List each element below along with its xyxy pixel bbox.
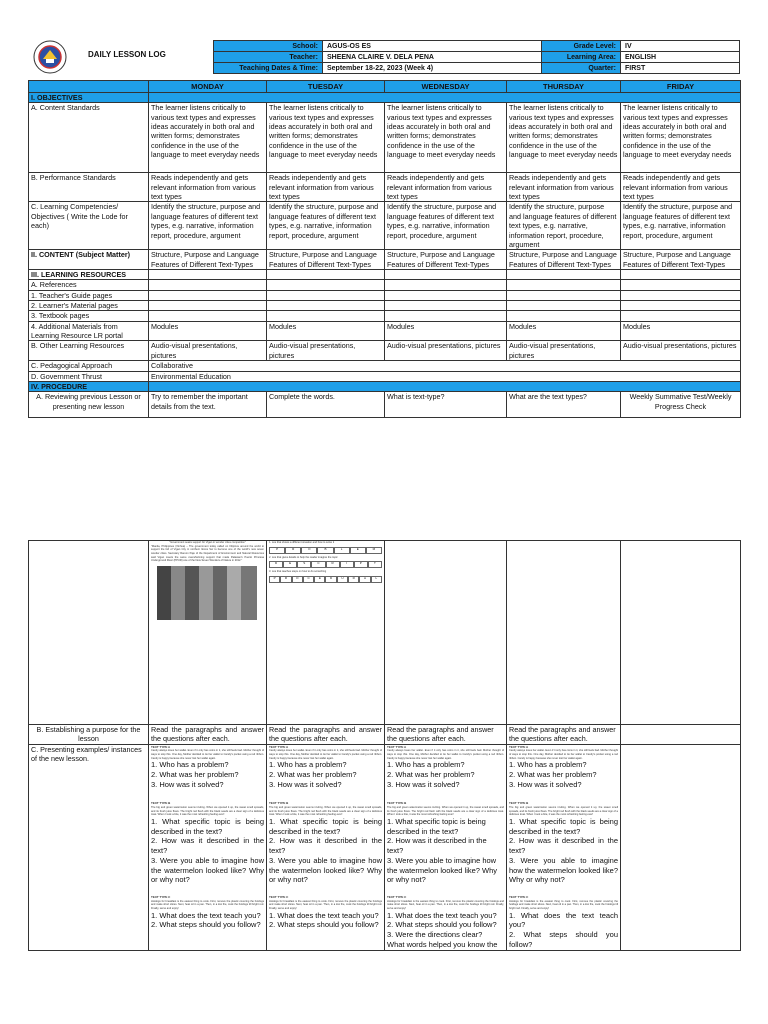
cell: The learner listens critically to various text types and expresses ideas accurately in both oral and written forms; demonstrates confidence in the use of the language to meet everyday needs — [507, 103, 621, 173]
row-label: A. Reviewing previous Lesson or presenting new lesson — [29, 392, 149, 418]
days-header-row — [29, 81, 741, 93]
quarter-label: Quarter: — [542, 63, 621, 74]
materials-row — [29, 541, 741, 725]
lm-pages-label: 2. Learner's Material pages — [29, 301, 149, 311]
cell: Weekly Summative Test/Weekly Progress Check — [621, 392, 741, 418]
cell: Modules — [385, 321, 507, 341]
objectives-heading: I. OBJECTIVES — [29, 93, 149, 103]
presenting-cell-tuesday: TEXT TYPE A Candy always loses her wallet. Even if it only has coins in it, she still feels bad. Mother thought of ways to stop this. One day, Mother decided to tie her wallet to Candy's pocket using a red ribbon. Candy is happy because she never lost her wallet again. 1. Who has a problem? 2. What was her problem? 3. How was it solved? TEXT TYPE B The big and green watermelon seems inviting. When we opened it up, the sweet smell spreads, and its fresh juice flows. The bright red flesh with the black seeds are a clear sign of a delicious treat. When I took a bite, it was the most refreshing feeling ever! 1. What specific topic is being described in the text? 2. How was it described in the text? 3. Were you able to imagine how the watermelon looked like? Why or why not? TEXT TYPE C Hotdogs for breakfast is the easiest thing to cook. First, remove the plastic covering the hotdogs and make short slices. Next, heat oil in a pan. Then, in a low fire, cook the hotdogs till bright red. Finally, serve and enjoy! 1. What does the text teach you? 2. What steps should you follow? — [267, 744, 385, 950]
grade-value: IV — [621, 41, 740, 52]
grade-label: Grade Level: — [542, 41, 621, 52]
teacher-value: SHEENA CLAIRE V. DELA PENA — [323, 52, 542, 63]
cell: Identify the structure, purpose and language features of different text types, e.g. narrative, information report, procedure, argument — [267, 202, 385, 250]
lesson-log-page-2 — [28, 540, 740, 951]
additional-materials-row — [29, 321, 741, 341]
cell: Collaborative — [149, 361, 741, 371]
performance-standards-row — [29, 173, 741, 202]
cell: Audio-visual presentations, pictures — [385, 341, 507, 361]
blank-label — [29, 541, 149, 725]
area-value: ENGLISH — [621, 52, 740, 63]
row-label: 4. Additional Materials from Learning Resource LR portal — [29, 321, 149, 341]
cell: Environmental Education — [149, 371, 741, 381]
competencies-row — [29, 202, 741, 250]
day-monday: MONDAY — [149, 81, 267, 93]
tg-pages-label: 1. Teacher's Guide pages — [29, 290, 149, 300]
cell: Structure, Purpose and Language Features of Different Text-Types — [385, 250, 507, 270]
cell: The learner listens critically to various text types and expresses ideas accurately in both oral and written forms; demonstrates confidence in the use of the language to meet everyday needs — [385, 103, 507, 173]
cell: Reads independently and gets relevant information from various text types — [267, 173, 385, 202]
cell: The learner listens critically to various text types and expresses ideas accurately in both oral and written forms; demonstrates confidence in the use of the language to meet everyday needs — [267, 103, 385, 173]
cell: Structure, Purpose and Language Features of Different Text-Types — [621, 250, 741, 270]
deped-seal-icon — [33, 40, 67, 74]
lesson-table — [28, 80, 741, 418]
reviewing-row — [29, 392, 741, 418]
procedure-heading: IV. PROCEDURE — [29, 381, 149, 391]
cell: Modules — [149, 321, 267, 341]
row-label: II. CONTENT (Subject Matter) — [29, 250, 149, 270]
cell: What is text-type? — [385, 392, 507, 418]
teacher-label: Teacher: — [214, 52, 323, 63]
cell: Audio-visual presentations, pictures — [507, 341, 621, 361]
article-body: "Manila, Philippines (Xinhua) – The government today called on Filipinos around the world to support the bid of Vigan City in northern Ilocos Sur to become one of the world's new seven wonder cities. Secretary Ramon Paje of the Department of Environment and Natural Resources said Vigan meets the same overwhelming support that made Palawan's Puerto Princesa Underground River (PPUR) one of the New Seven Wonders of Nature in 2012." — [151, 544, 264, 563]
cell: Identify the structure, purpose and language features of different text types, e.g. narrative, information report, procedure, argument — [385, 202, 507, 250]
cell: Read the paragraphs and answer the questions after each. — [149, 725, 267, 745]
lesson-log-page-1 — [28, 40, 740, 418]
doc-title: DAILY LESSON LOG — [88, 50, 166, 59]
row-label: C. Presenting examples/ instances of the new lesson. — [29, 744, 149, 950]
header — [28, 40, 740, 80]
presenting-row — [29, 744, 741, 950]
cell: Identify the structure, purpose and language features of different text types, e.g. narrative, information report, procedure, argument — [621, 202, 741, 250]
cell: Read the paragraphs and answer the questions after each. — [267, 725, 385, 745]
cell: Audio-visual presentations, pictures — [149, 341, 267, 361]
row-label: A. Content Standards — [29, 103, 149, 173]
cell: Audio-visual presentations, pictures — [267, 341, 385, 361]
puzzle-clue-3: 3. one that teaches steps on how to do something — [269, 570, 327, 574]
cell: Audio-visual presentations, pictures — [621, 341, 741, 361]
pedagogical-row — [29, 361, 741, 371]
cell: The learner listens critically to various text types and expresses ideas accurately in both oral and written forms; demonstrates confidence in the use of the language to meet everyday needs — [149, 103, 267, 173]
cell: Identify the structure, purpose and language features of different text types, e.g. narrative, information report, procedure, argument — [507, 202, 621, 250]
objectives-band — [149, 93, 741, 103]
puzzle-cell — [267, 541, 385, 725]
puzzle-grid-3: P R O C E D U R A L — [269, 576, 382, 583]
row-label: C. Learning Competencies/ Objectives ( Write the Lode for each) — [29, 202, 149, 250]
cell: Reads independently and gets relevant information from various text types — [507, 173, 621, 202]
row-label: B. Establishing a purpose for the lesson — [29, 725, 149, 745]
day-tuesday: TUESDAY — [267, 81, 385, 93]
article-title: "Government seeks support for Vigan in wonder cities competition" — [169, 541, 246, 544]
day-wednesday: WEDNESDAY — [385, 81, 507, 93]
school-value: AGUS-OS ES — [323, 41, 542, 52]
cell: Structure, Purpose and Language Features of Different Text-Types — [507, 250, 621, 270]
article-image — [157, 566, 257, 620]
cell: Structure, Purpose and Language Features of Different Text-Types — [267, 250, 385, 270]
lesson-table-continued — [28, 540, 741, 951]
cell: Modules — [267, 321, 385, 341]
puzzle-grid-2: D E S C R I P T — [269, 561, 382, 568]
thrust-row — [29, 371, 741, 381]
row-label: C. Pedagogical Approach — [29, 361, 149, 371]
row-label: B. Performance Standards — [29, 173, 149, 202]
content-standards-row — [29, 103, 741, 173]
content-row — [29, 250, 741, 270]
presenting-cell-thursday: TEXT TYPE A Candy always loses her wallet. Even if it only has coins in it, she still feels bad. Mother thought of ways to stop this. One day, Mother decided to tie her wallet to Candy's pocket using a red ribbon. Candy is happy because she never lost her wallet again. 1. Who has a problem? 2. What was her problem? 3. How was it solved? TEXT TYPE B The big and green watermelon seems inviting. When we opened it up, the sweet smell spreads, and its fresh juice flows. The bright red flesh with the black seeds are a clear sign of a delicious treat. When I took a bite, it was the most refreshing feeling ever! 1. What specific topic is being described in the text? 2. How was it described in the text? 3. Were you able to imagine how the watermelon looked like? Why or why not? TEXT TYPE C Hotdogs for breakfast is the easiest thing to cook. First, remove the plastic covering the hotdogs and make short slices. Next, heat oil in a pan. Then, in a low fire, cook the hotdogs till bright red. Finally, serve and enjoy! 1. What does the text teach you? 2. What steps should you follow? — [507, 744, 621, 950]
cell: Identify the structure, purpose and language features of different text types, e.g. narrative, information report, procedure, argument — [149, 202, 267, 250]
cell: Read the paragraphs and answer the questions after each. — [385, 725, 507, 745]
article-cell — [149, 541, 267, 725]
presenting-cell-wednesday: TEXT TYPE A Candy always loses her wallet. Even if it only has coins in it, she still feels bad. Mother thought of ways to stop this. One day, Mother decided to tie her wallet to Candy's pocket using a red ribbon. Candy is happy because she never lost her wallet again. 1. Who has a problem? 2. What was her problem? 3. How was it solved? TEXT TYPE B The big and green watermelon seems inviting. When we opened it up, the sweet smell spreads, and its fresh juice flows. The bright red flesh with the black seeds are a clear sign of a delicious treat. When I took a bite, it was the most refreshing feeling ever! 1. What specific topic is being described in the text? 2. How was it described in the text? 3. Were you able to imagine how the watermelon looked like? Why or why not? TEXT TYPE C Hotdogs for breakfast is the easiest thing to cook. First, remove the plastic covering the hotdogs and make short slices. Next, heat oil in a pan. Then, in a low fire, cook the hotdogs till bright red. Finally, serve and enjoy! 1. What does the text teach you? 2. What steps should you follow? 3. Were the directions clear? What words helped you know the — [385, 744, 507, 950]
cell: Reads independently and gets relevant information from various text types — [149, 173, 267, 202]
procedure-band — [149, 381, 741, 391]
cell: Modules — [507, 321, 621, 341]
cell: Reads independently and gets relevant information from various text types — [621, 173, 741, 202]
presenting-cell-monday: TEXT TYPE A Candy always loses her wallet. Even if it only has coins in it, she still feels bad. Mother thought of ways to stop this. One day, Mother decided to tie her wallet to Candy's pocket using a red ribbon. Candy is happy because she never lost her wallet again. 1. Who has a problem? 2. What was her problem? 3. How was it solved? TEXT TYPE B The big and green watermelon seems inviting. When we opened it up, the sweet smell spreads, and its fresh juice flows. The bright red flesh with the black seeds are a clear sign of a delicious treat. When I took a bite, it was the most refreshing feeling ever! 1. What specific topic is being described in the text? 2. How was it described in the text? 3. Were you able to imagine how the watermelon looked like? Why or why not? TEXT TYPE C Hotdogs for breakfast is the easiest thing to cook. First, remove the plastic covering the hotdogs and make short slices. Next, heat oil in a pan. Then, in a low fire, cook the hotdogs till bright red. Finally, serve and enjoy! 1. What does the text teach you? 2. What steps should you follow? — [149, 744, 267, 950]
quarter-value: FIRST — [621, 63, 740, 74]
school-label: School: — [214, 41, 323, 52]
blank-header — [29, 81, 149, 93]
other-resources-row — [29, 341, 741, 361]
row-label: B. Other Learning Resources — [29, 341, 149, 361]
textbook-pages-label: 3. Textbook pages — [29, 311, 149, 321]
puzzle-clue-2: 2. one that gives details to help the reader imagine the topic — [269, 555, 338, 559]
dates-label: Teaching Dates & Time: — [214, 63, 323, 74]
dates-value: September 18-22, 2023 (Week 4) — [323, 63, 542, 74]
cell: Modules — [621, 321, 741, 341]
establishing-row — [29, 725, 741, 745]
area-label: Learning Area: — [542, 52, 621, 63]
cell: Read the paragraphs and answer the questions after each. — [507, 725, 621, 745]
cell: Reads independently and gets relevant information from various text types — [385, 173, 507, 202]
row-label: D. Government Thrust — [29, 371, 149, 381]
resources-heading: III. LEARNING RESOURCES — [29, 269, 149, 279]
puzzle-clue-1: 1. one that shows a different situation and how to solve it — [269, 541, 335, 544]
cell: Structure, Purpose and Language Features of Different Text-Types — [149, 250, 267, 270]
cell: Try to remember the important details from the text. — [149, 392, 267, 418]
day-thursday: THURSDAY — [507, 81, 621, 93]
header-info — [213, 40, 740, 74]
references-label: A. References — [29, 280, 149, 290]
day-friday: FRIDAY — [621, 81, 741, 93]
puzzle-grid-1: P R O B L E M — [269, 547, 382, 554]
cell: What are the text types? — [507, 392, 621, 418]
cell: The learner listens critically to various text types and expresses ideas accurately in both oral and written forms; demonstrates confidence in the use of the language to meet everyday needs — [621, 103, 741, 173]
cell: Complete the words. — [267, 392, 385, 418]
